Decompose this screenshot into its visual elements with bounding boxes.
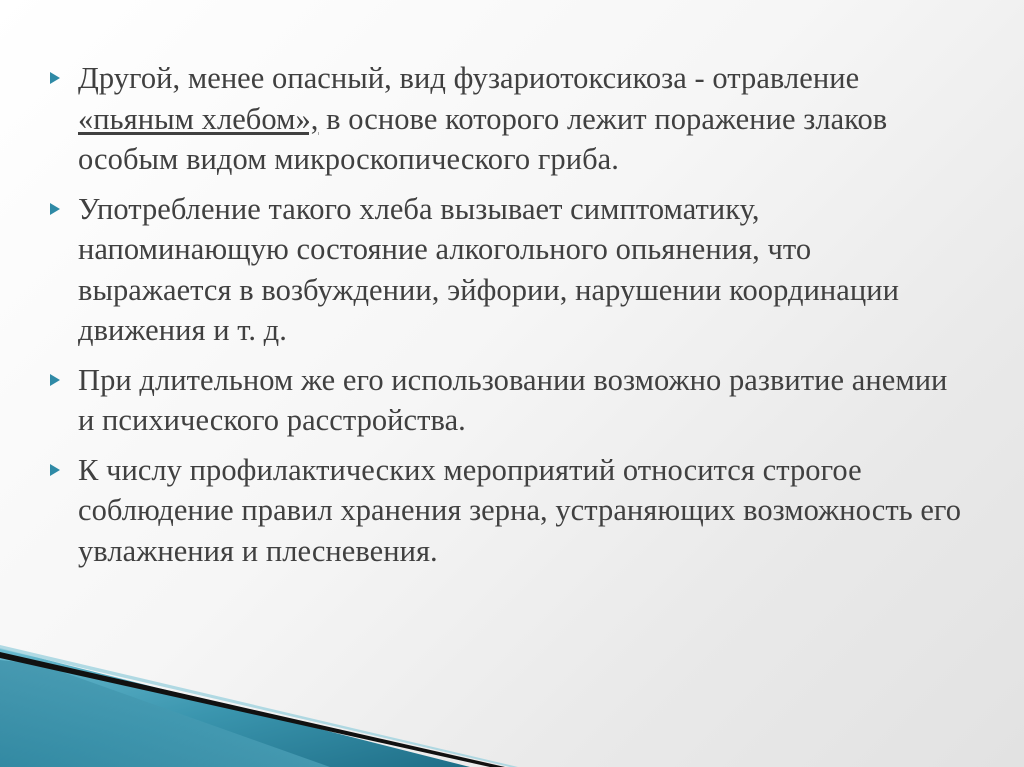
list-item (48, 360, 968, 441)
bullet-text: При длительном же его использовании возможно развитие анемии и психического расстройства. (78, 362, 948, 437)
bullet-text (78, 58, 968, 180)
triangle-right-icon (50, 203, 60, 215)
triangle-right-icon (50, 374, 60, 386)
bullet-text: К числу профилактических мероприятий относится строгое соблюдение правил хранения зерна, устраняющих возможность его увлажнения и плесневения. (78, 452, 962, 568)
bullet-text: Употребление такого хлеба вызывает симптоматику, напоминающую состояние алкогольного опьянения, что выражается в возбуждении, эйфории, нарушении координации движения и т. д. (78, 191, 900, 347)
triangle-right-icon (50, 72, 60, 84)
list-item (48, 58, 968, 180)
triangle-right-icon (50, 464, 60, 476)
list-item (48, 189, 968, 351)
drunk-bread-term: «пьяным хлебом», (78, 101, 319, 136)
list-item (48, 450, 968, 572)
bullet-text-after: в основе которого лежит поражение злаков особым видом микроскопического гриба. (78, 101, 888, 176)
bullet-text-before: Другой, менее опасный, вид фузариотоксикоза - отравление (78, 61, 860, 95)
bullet-list (48, 58, 968, 580)
